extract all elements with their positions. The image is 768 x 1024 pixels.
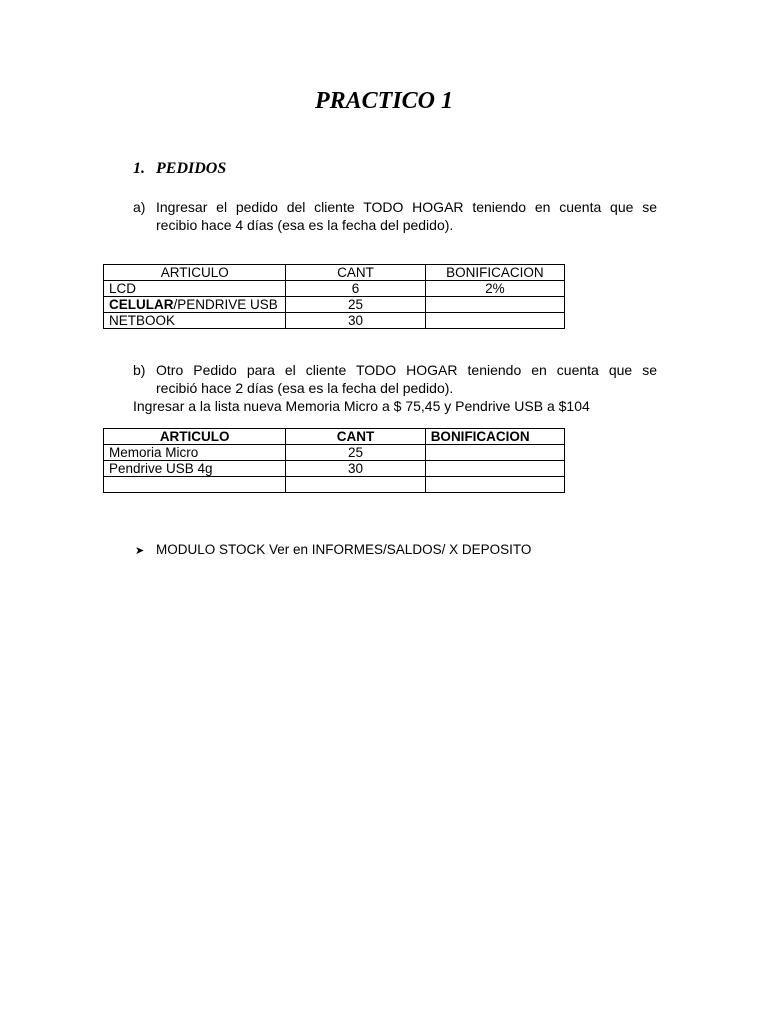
item-b-marker: b) [133,362,146,378]
cell-articulo [104,297,286,313]
cell-cant: 25 [286,297,425,313]
order-table-2 [103,428,565,493]
section-title: PEDIDOS [156,160,227,177]
arrow-bullet-icon: ➤ [135,545,145,557]
table-header-row [104,265,565,281]
item-a-marker: a) [133,199,146,215]
order-table-1 [103,264,565,329]
cell-cant: 30 [286,313,425,329]
section-heading [133,158,226,180]
cell-bonificacion [425,297,564,313]
cell-cant: 30 [286,461,425,477]
cell-cant: 6 [286,281,425,297]
item-a-line-1: Ingresar el pedido del cliente TODO HOGAR teniendo en cuenta que se [156,199,657,215]
cell-bonificacion [425,461,564,477]
cell-cant: 25 [286,445,425,461]
bullet-item [135,541,531,560]
cell-bonificacion [425,313,564,329]
table-row [104,461,565,477]
cell-articulo-bold: CELULAR [109,297,174,312]
table-row [104,281,565,297]
section-number: 1. [133,160,145,177]
cell-bonificacion [425,477,564,493]
header-cant: CANT [286,429,425,445]
table-row [104,297,565,313]
item-b-line-3: Ingresar a la lista nueva Memoria Micro a $ 75,45 y Pendrive USB a $104 [133,398,590,414]
cell-articulo-rest: /PENDRIVE USB [173,297,278,312]
header-articulo: ARTICULO [104,429,286,445]
item-b-line-1: Otro Pedido para el cliente TODO HOGAR teniendo en cuenta que se [156,362,657,378]
table-row [104,313,565,329]
cell-bonificacion [425,445,564,461]
cell-articulo: Pendrive USB 4g [104,461,286,477]
cell-articulo: Memoria Micro [104,445,286,461]
table-header-row [104,429,565,445]
header-bonificacion: BONIFICACION [425,265,564,281]
header-bonificacion: BONIFICACION [425,429,564,445]
item-a-line-2: recibio hace 4 días (esa es la fecha del pedido). [156,217,454,233]
cell-articulo: LCD [104,281,286,297]
table-row [104,477,565,493]
bullet-text: MODULO STOCK Ver en INFORMES/SALDOS/ X DEPOSITO [156,542,532,557]
item-a [133,198,657,234]
page-title: PRACTICO 1 [314,88,454,114]
header-articulo: ARTICULO [104,265,286,281]
item-b-line-2: recibió hace 2 días (esa es la fecha del pedido). [156,380,454,396]
cell-cant [286,477,425,493]
item-b [133,361,657,415]
header-cant: CANT [286,265,425,281]
cell-articulo: NETBOOK [104,313,286,329]
table-row [104,445,565,461]
cell-bonificacion: 2% [425,281,564,297]
cell-articulo [104,477,286,493]
